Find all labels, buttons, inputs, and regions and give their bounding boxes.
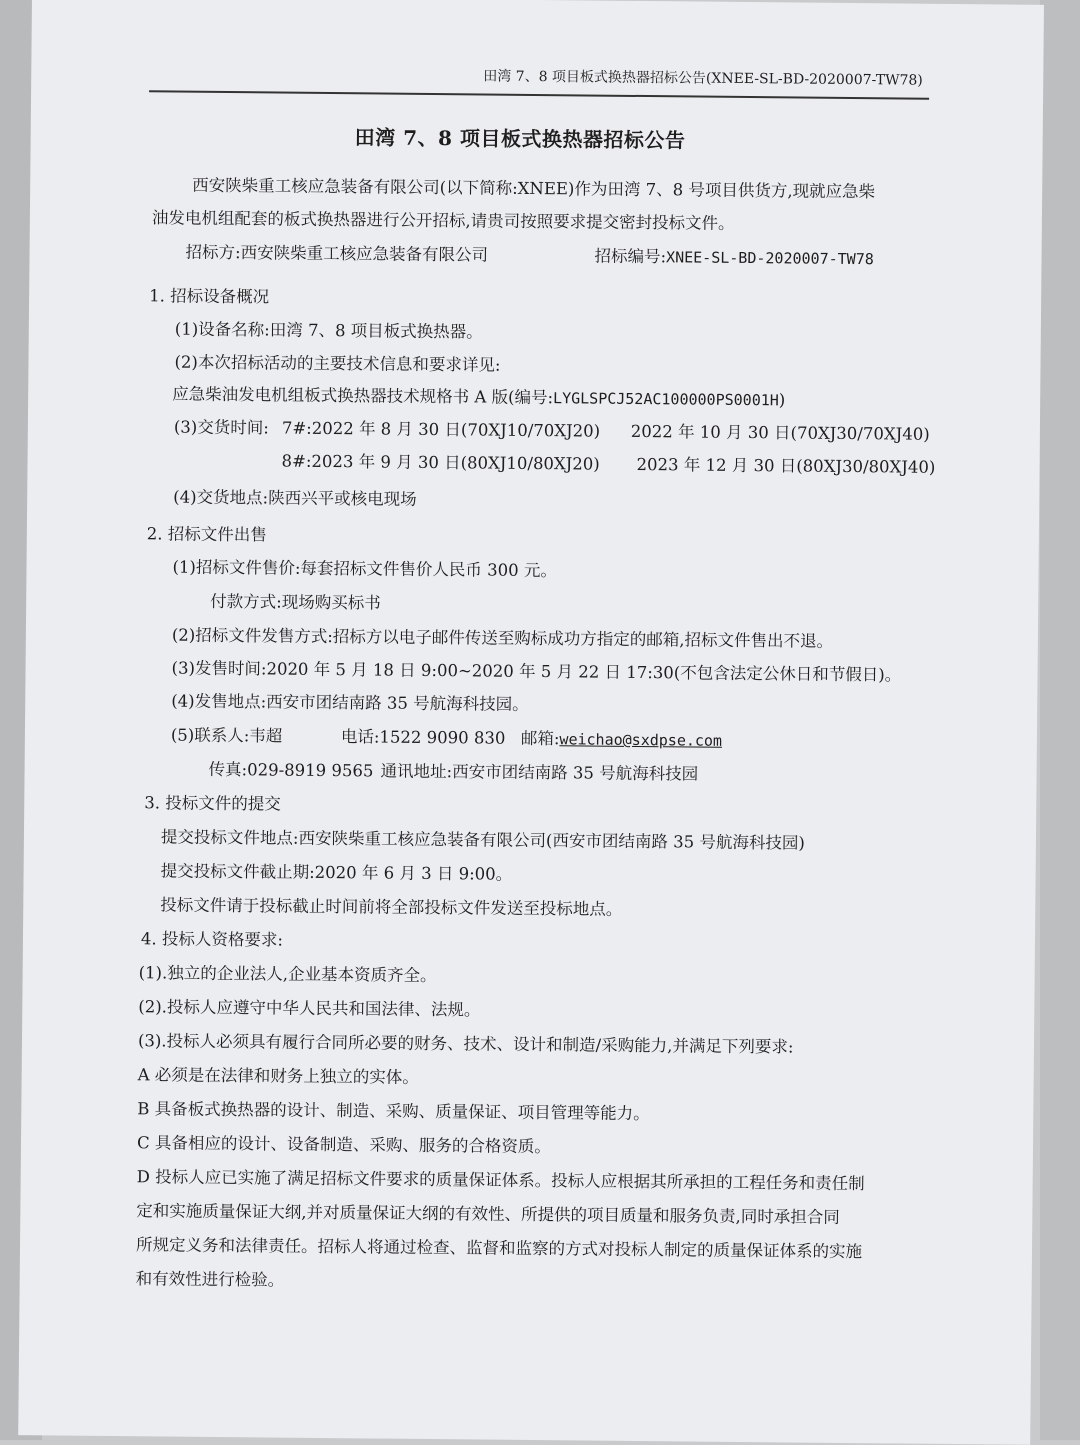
tender-number-label: 招标编号: xyxy=(594,246,667,267)
contact-person: (5)联系人:韦超 xyxy=(170,725,283,746)
s1-item-2: (2)本次招标活动的主要技术信息和要求详见: xyxy=(174,352,501,375)
section-1-heading: 1. 招标设备概况 xyxy=(149,286,270,307)
s1-item-4: (4)交货地点:陕西兴平或核电现场 xyxy=(173,487,417,509)
delivery-7-b: 2022 年 10 月 30 日(70XJ30/70XJ40) xyxy=(630,421,930,444)
paper-sheet xyxy=(18,0,1044,1445)
spec-code: LYGLSPCJ52AC100000PS0001H xyxy=(552,389,779,410)
s1-item-1: (1)设备名称:田湾 7、8 项目板式换热器。 xyxy=(174,319,483,342)
req-d-line-3: 所规定义务和法律责任。招标人将通过检查、监督和监察的方式对投标人制定的质量保证体系的实施 xyxy=(135,1235,863,1262)
intro-line-2: 油发电机组配套的板式换热器进行公开招标,请贵司按照要求提交密封投标文件。 xyxy=(151,208,735,233)
payment-method: 付款方式:现场购买标书 xyxy=(210,591,381,613)
delivery-7-a: 7#:2022 年 8 月 30 日(70XJ10/70XJ20) xyxy=(281,418,601,441)
section-2-heading: 2. 招标文件出售 xyxy=(146,524,267,545)
tender-number xyxy=(594,246,873,271)
header-rule xyxy=(149,90,929,99)
section-3-heading: 3. 投标文件的提交 xyxy=(144,793,281,814)
s2-item-2: (2)招标文件发售方式:招标方以电子邮件传送至购标成功方指定的邮箱,招标文件售出不退。 xyxy=(171,625,834,651)
s2-item-4: (4)发售地点:西安市团结南路 35 号航海科技园。 xyxy=(171,691,529,714)
spec-prefix: 应急柴油发电机组板式换热器技术规格书 A 版(编号: xyxy=(172,384,554,408)
contact-phone: 电话:1522 9090 830 xyxy=(340,727,506,748)
req-1: (1).独立的企业法人,企业基本资质齐全。 xyxy=(138,963,437,986)
req-a: A 必须是在法律和财务上独立的实体。 xyxy=(137,1065,419,1087)
req-3: (3).投标人必须具有履行合同所必要的财务、技术、设计和制造/采购能力,并满足下列要求: xyxy=(137,1031,794,1057)
delivery-8-a: 8#:2023 年 9 月 30 日(80XJ10/80XJ20) xyxy=(281,451,600,474)
tender-number-value: XNEE-SL-BD-2020007-TW78 xyxy=(666,248,874,269)
email-link[interactable]: weichao@sxdpse.com xyxy=(559,730,723,750)
req-c: C 具备相应的设计、设备制造、采购、服务的合格资质。 xyxy=(136,1133,551,1157)
document-title: 田湾 7、8 项目板式换热器招标公告 xyxy=(354,125,686,153)
contact-email xyxy=(521,728,722,752)
spec-suffix: ) xyxy=(778,390,786,410)
s2-item-1: (1)招标文件售价:每套招标文件售价人民币 300 元。 xyxy=(172,557,558,581)
req-b: B 具备板式换热器的设计、制造、采购、质量保证、项目管理等能力。 xyxy=(137,1099,650,1124)
spec-reference xyxy=(172,384,785,412)
tenderer: 招标方:西安陕柴重工核应急装备有限公司 xyxy=(185,242,489,265)
email-label: 邮箱: xyxy=(520,728,560,749)
delivery-label: (3)交货时间: xyxy=(173,417,269,438)
contact-fax: 传真:029-8919 9565 xyxy=(208,759,374,781)
running-header: 田湾 7、8 项目板式换热器招标公告(XNEE-SL-BD-2020007-TW78) xyxy=(483,68,923,89)
contact-address: 通讯地址:西安市团结南路 35 号航海科技园 xyxy=(380,761,699,784)
background-right xyxy=(1040,0,1080,1440)
req-2: (2).投标人应遵守中华人民共和国法律、法规。 xyxy=(138,997,481,1020)
req-d-line-4: 和有效性进行检验。 xyxy=(135,1269,285,1290)
section-4-heading: 4. 投标人资格要求: xyxy=(140,929,284,950)
submission-place: 提交投标文件地点:西安陕柴重工核应急装备有限公司(西安市团结南路 35 号航海科技园) xyxy=(160,827,805,853)
submission-deadline: 提交投标文件截止期:2020 年 6 月 3 日 9:00。 xyxy=(160,861,513,884)
req-d-line-1: D 投标人应已实施了满足招标文件要求的质量保证体系。投标人应根据其所承担的工程任务和责任制 xyxy=(136,1167,865,1194)
req-d-line-2: 定和实施质量保证大纲,并对质量保证大纲的有效性、所提供的项目质量和服务负责,同时承担合同 xyxy=(136,1201,840,1227)
s2-item-3: (3)发售时间:2020 年 5 月 18 日 9:00~2020 年 5 月 22 日 17:30(不包含法定公休日和节假日)。 xyxy=(171,658,902,685)
intro-line-1: 西安陕柴重工核应急装备有限公司(以下简称:XNEE)作为田湾 7、8 号项目供货方,现就应急柴 xyxy=(192,175,876,202)
delivery-8-b: 2023 年 12 月 30 日(80XJ30/80XJ40) xyxy=(636,454,936,477)
submission-note: 投标文件请于投标截止时间前将全部投标文件发送至投标地点。 xyxy=(160,895,623,919)
